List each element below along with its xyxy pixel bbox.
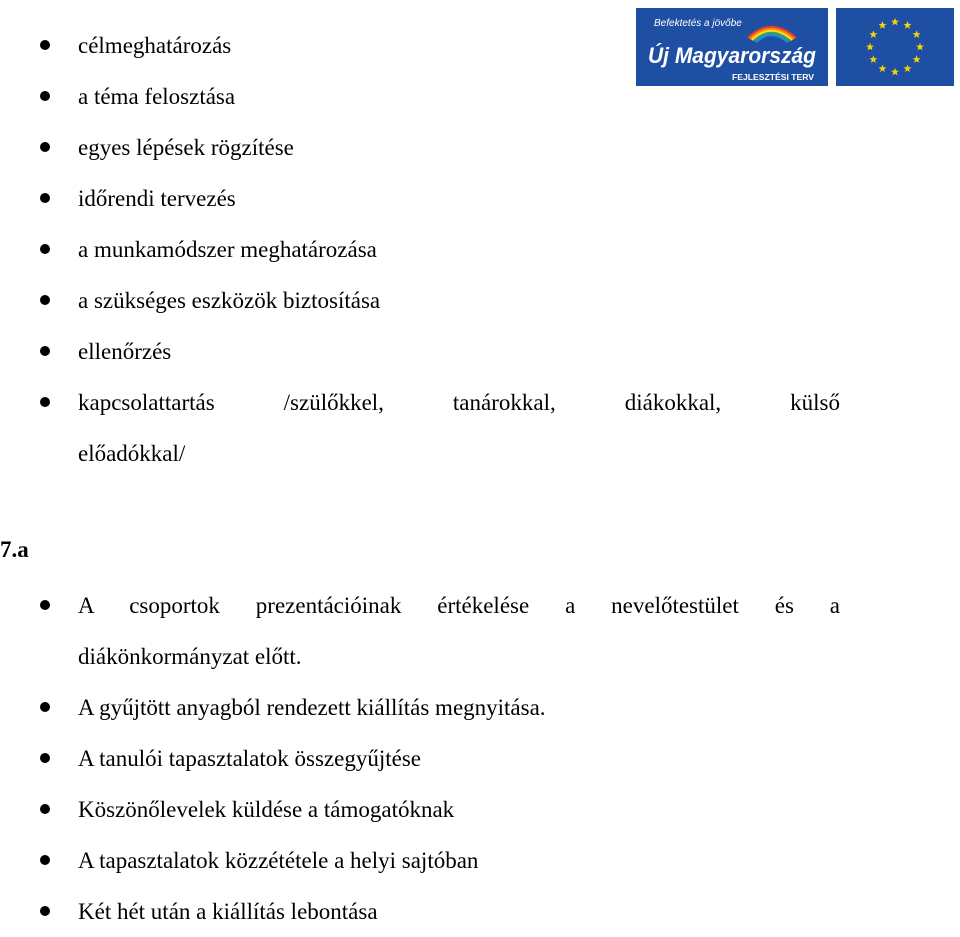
list-item (0, 224, 840, 275)
bullet-icon (40, 397, 50, 407)
list-item (0, 122, 840, 173)
list-item-text: A tanulói tapasztalatok összegyűjtése (78, 746, 421, 771)
bullet-icon (40, 244, 50, 254)
list-item-text: célmeghatározás (78, 33, 232, 58)
list-item (0, 377, 840, 479)
list-item (0, 835, 840, 886)
list-item-text: A gyűjtött anyagból rendezett kiállítás megnyitása. (78, 695, 546, 720)
list-item (0, 275, 840, 326)
first-bullet-list (0, 20, 840, 479)
umft-tagline: Befektetés a jövőbe (654, 18, 742, 29)
bullet-icon (40, 906, 50, 916)
umft-subtitle: FEJLESZTÉSI TERV (732, 73, 815, 82)
bullet-icon (40, 804, 50, 814)
list-item (0, 784, 840, 835)
list-item (0, 886, 840, 937)
bullet-icon (40, 702, 50, 712)
list-item (0, 682, 840, 733)
list-item-text-line2: diákönkormányzat előtt. (78, 644, 302, 669)
bullet-icon (40, 295, 50, 305)
bullet-icon (40, 346, 50, 356)
eu-flag-logo (836, 8, 954, 86)
section-heading: 7.a (0, 537, 29, 562)
list-item-text: Két hét után a kiállítás lebontása (78, 899, 378, 924)
eu-flag-icon (836, 8, 954, 86)
bullet-icon (40, 753, 50, 763)
bullet-icon (40, 855, 50, 865)
list-item-text: a téma felosztása (78, 84, 236, 109)
bullet-icon (40, 40, 50, 50)
second-bullet-list (0, 580, 840, 937)
bullet-icon (40, 193, 50, 203)
list-item (0, 173, 840, 224)
list-item-text: Köszönőlevelek küldése a támogatóknak (78, 797, 455, 822)
list-item-text: a szükséges eszközök biztosítása (78, 288, 381, 313)
list-item (0, 580, 840, 682)
list-item (0, 733, 840, 784)
list-item-text-line1: A csoportok prezentációinak értékelése a nevelőtestület és a (78, 593, 840, 618)
list-item-text-line2: előadókkal/ (78, 441, 186, 466)
list-item-text: ellenőrzés (78, 339, 172, 364)
list-item-text: időrendi tervezés (78, 186, 236, 211)
list-item-text: a munkamódszer meghatározása (78, 237, 377, 262)
bullet-icon (40, 142, 50, 152)
bullet-icon (40, 600, 50, 610)
list-item-text-line1: kapcsolattartás /szülőkkel, tanárokkal, diákokkal, külső (78, 390, 840, 415)
umft-title: Új Magyarország (648, 43, 817, 68)
list-item-text: egyes lépések rögzítése (78, 135, 294, 160)
list-item (0, 71, 840, 122)
bullet-icon (40, 91, 50, 101)
list-item-text: A tapasztalatok közzététele a helyi sajtóban (78, 848, 479, 873)
list-item (0, 326, 840, 377)
list-item (0, 20, 840, 71)
